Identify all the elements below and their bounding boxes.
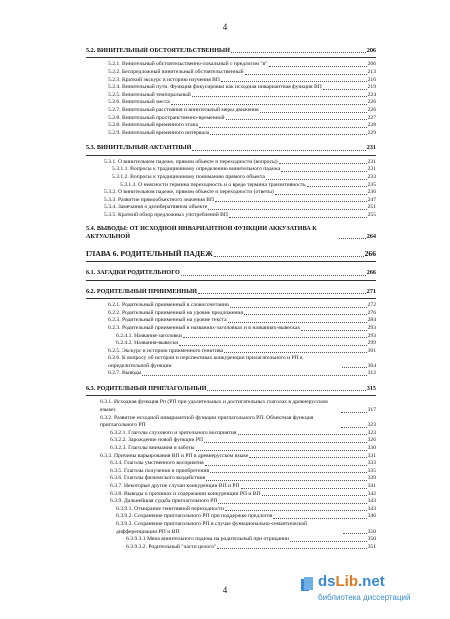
toc-entry-title: 6.2.4.1. Названия-заголовки — [116, 332, 182, 339]
section-divider — [86, 261, 376, 262]
toc-entry-page: 293 — [367, 324, 376, 331]
toc-entry — [86, 122, 376, 130]
section-divider — [86, 280, 376, 281]
toc-entry-title: 6.3. РОДИТЕЛЬНЫЙ ПРИГЛАГОЛЬНЫЙ — [86, 385, 207, 393]
toc-entry-page: 266 — [366, 269, 376, 277]
toc-entry-page: 304 — [367, 362, 377, 369]
toc-leader-dots — [228, 322, 367, 323]
toc-entry — [86, 513, 376, 521]
toc-entry-page: 323 — [367, 429, 376, 436]
watermark-brand: dsLib.net — [318, 573, 385, 590]
toc-entry-title: 5.2.1. Винительный обстоятельственно-локальный с предлогом "в" — [108, 61, 268, 68]
toc-entry-title: 6.2. РОДИТЕЛЬНЫЙ ПРИИМЕННЫЙ — [86, 287, 197, 295]
toc-entry — [86, 340, 376, 348]
toc-entry-page: 247 — [367, 196, 376, 203]
toc-leader-dots — [275, 194, 367, 195]
toc-entry-title: 5.2.4. Винительный пути. Функция фокусировки как исходная инвариантная функция ВП — [108, 84, 322, 91]
toc-entry-page: 351 — [367, 543, 376, 550]
toc-entry — [86, 107, 376, 115]
toc-leader-dots — [192, 150, 365, 151]
toc-entry-page: 342 — [367, 490, 376, 497]
toc-entry — [86, 225, 376, 242]
toc-leader-dots — [206, 480, 366, 481]
toc-leader-dots — [208, 209, 366, 210]
toc-entry-title: 5.2.6. Винительный места — [108, 99, 170, 106]
toc-entry-page: 216 — [367, 76, 376, 83]
toc-entry-page: 224 — [367, 91, 376, 98]
toc-leader-dots — [266, 179, 367, 180]
toc-entry — [86, 310, 376, 318]
toc-entry — [86, 189, 376, 197]
toc-entry — [86, 144, 376, 152]
toc-entry — [86, 61, 376, 69]
toc-leader-dots — [198, 293, 366, 294]
toc-entry — [86, 92, 376, 100]
toc-entry — [86, 288, 376, 296]
toc-entry-page: 219 — [367, 84, 376, 91]
toc-entry-page: 335 — [367, 467, 376, 474]
toc-leader-dots — [279, 163, 367, 164]
toc-entry-title: 5.3.1. О винительном падеже, прямом объекте и переходности (вопросы) — [104, 158, 278, 165]
toc-leader-dots — [215, 201, 367, 202]
toc-entry-page: 346 — [367, 513, 376, 520]
toc-entry-page: 293 — [367, 332, 376, 339]
toc-leader-dots — [218, 503, 366, 504]
toc-entry-page: 326 — [367, 437, 376, 444]
toc-entry-page: 343 — [367, 505, 376, 512]
toc-entry-title: 6.2.3. Родительный приименный в названиях-заголовках и в названиях-вывесках — [108, 324, 301, 331]
toc-leader-dots — [210, 134, 366, 135]
toc-entry-title: 6.3.9.3.2. Родительный "части целого" — [126, 543, 217, 550]
toc-entry — [86, 69, 376, 77]
toc-leader-dots — [181, 275, 366, 276]
toc-entry-page: 350 — [367, 528, 376, 535]
top-page-number: 4 — [222, 22, 228, 32]
toc-entry-title: 6.3.8. Выводы о причинах и содержании конкуренции РП и ВП — [110, 490, 261, 497]
toc-entry-page: 284 — [367, 317, 376, 324]
toc-entry — [86, 197, 376, 205]
toc-entry-title: 6.3.9.3.1 Мена винительного падежа на родительный при отрицании — [126, 536, 290, 543]
toc-entry-title: 5.3.3. Развитие прямообъектного значения ВП — [104, 196, 215, 203]
toc-leader-dots — [273, 518, 366, 519]
toc-leader-dots — [225, 510, 367, 511]
toc-leader-dots — [341, 427, 366, 428]
toc-entry-title: 5.2.2. Беспредложный винительный обстоятельственный — [108, 69, 244, 75]
toc-entry-title: 5.4. ВЫВОДЫ: ОТ ИСХОДНОЙ ИНВАРИАНТНОЙ ФУНКЦИИ АККУЗАТИВА К АКТУАЛЬНОЙ — [86, 224, 317, 240]
dslib-logo-icon — [300, 577, 314, 593]
toc-entry-title: 5.2.9. Винительный временного интервала — [108, 129, 210, 136]
toc-entry — [86, 115, 376, 123]
toc-entry — [86, 415, 376, 430]
toc-leader-dots — [205, 465, 367, 466]
toc-leader-dots — [249, 457, 366, 458]
toc-leader-dots — [260, 112, 367, 113]
toc-leader-dots — [196, 450, 367, 451]
toc-entry-page: 350 — [367, 536, 376, 543]
toc-leader-dots — [342, 367, 366, 368]
toc-entry-page: 231 — [367, 158, 376, 165]
toc-entry-title: 6.2.6. К вопросу об истории и перспективах конкуренции прилагательного и РП в определительной функции — [108, 355, 303, 369]
toc-leader-dots — [241, 488, 367, 489]
toc-entry-page: 226 — [367, 106, 376, 113]
toc-entry-page: 264 — [366, 232, 376, 240]
toc-leader-dots — [221, 81, 367, 82]
toc-entry-page: 233 — [367, 173, 376, 180]
toc-entry-page: 341 — [367, 483, 376, 489]
toc-entry — [86, 269, 376, 277]
toc-entry-title: 6.3.9.1. Отмирание генитивной переходности — [116, 505, 224, 512]
toc-entry-title: 5.2.5. Винительный темпоральный — [108, 91, 191, 98]
toc-entry-title: 6.3.6. Глаголы физического воздействия — [110, 475, 206, 482]
toc-entry — [86, 506, 376, 514]
toc-entry-title: 5.2.3. Краткий экскурс в историю изучения ВП — [108, 76, 220, 83]
bottom-page-number: 4 — [222, 585, 228, 595]
toc-entry-title: 6.3.7. Некоторые другие случаи конкуренции ВП и РП — [110, 483, 240, 489]
toc-entry — [86, 445, 376, 453]
dslib-watermark — [318, 571, 436, 607]
toc-entry-page: 231 — [367, 166, 376, 173]
toc-leader-dots — [231, 52, 366, 53]
toc-entry-page: 266 — [364, 249, 376, 259]
toc-entry — [86, 544, 376, 552]
toc-entry-page: 339 — [367, 475, 376, 482]
toc-entry — [86, 491, 376, 499]
toc-entry-title: 6.3.2.3. Глаголы внимания и заботы — [110, 445, 195, 452]
section-divider — [86, 298, 376, 299]
toc-entry — [86, 159, 376, 167]
toc-entry — [86, 521, 376, 536]
toc-entry-title: 5.3.2. О винительном падеже, прямом объекте и переходности (ответы) — [104, 189, 274, 196]
toc-entry-title: 6.3.5. Глаголы получения и приобретения — [110, 467, 210, 474]
toc-leader-dots — [341, 412, 366, 413]
toc-entry-title: 6.2.7. Выводы — [108, 370, 142, 377]
toc-entry-page: 206 — [366, 47, 376, 54]
toc-entry — [86, 130, 376, 138]
toc-entry — [86, 483, 376, 491]
toc-entry-title: 6.3.9.3. Сохранение приглагольного РП в случае функционально-семантической дифференциации РП и ВП — [116, 520, 308, 535]
toc-entry — [86, 437, 376, 445]
toc-entry-title: 6.3.2. Развитие исходной инвариантной функции приглагольного РП. Объектная функция приглагольного РП — [100, 414, 314, 429]
toc-entry-title: 6.3.1. Исходная функция Рп (РП при удалительных и достигательных глаголах в древнерусском языке) — [100, 399, 328, 414]
toc-entry-page: 323 — [367, 422, 376, 429]
toc-entry — [86, 333, 376, 341]
toc-entry-page: 255 — [367, 211, 376, 218]
toc-entry-title: 6.3.9.2. Сохранение приглагольного РП при поддержке предлогов — [116, 513, 273, 520]
toc-entry — [86, 77, 376, 85]
toc-entry-title: 5.3. ВИНИТЕЛЬНЫЙ АКТАНТНЫЙ — [86, 144, 192, 152]
toc-entry — [86, 460, 376, 468]
toc-entry-page: 227 — [367, 114, 376, 121]
toc-entry-title: 5.3.5. Краткий обзор предложных употреблений ВП — [104, 211, 228, 218]
toc-leader-dots — [207, 390, 365, 391]
table-of-contents — [86, 42, 376, 551]
toc-entry — [86, 212, 376, 220]
toc-leader-dots — [307, 186, 367, 187]
toc-entry — [86, 317, 376, 325]
section-divider — [86, 395, 376, 396]
toc-leader-dots — [226, 119, 367, 120]
toc-entry-title: 6.3.3. Причины варьирования ВП и РП в древнерусском языке — [100, 452, 249, 459]
toc-entry — [86, 174, 376, 182]
toc-entry-page: 271 — [366, 287, 376, 295]
toc-entry-title: 5.2.8. Винительный временного этапа — [108, 122, 198, 129]
toc-entry — [86, 453, 376, 461]
toc-entry — [86, 536, 376, 544]
toc-leader-dots — [183, 337, 367, 338]
toc-leader-dots — [204, 442, 367, 443]
toc-entry-title: 6.3.9. Дальнейшая судьба приглагольного РП — [110, 498, 218, 505]
toc-leader-dots — [230, 307, 367, 308]
toc-entry — [86, 370, 376, 378]
toc-entry-page: 206 — [367, 61, 376, 68]
toc-leader-dots — [229, 217, 367, 218]
toc-leader-dots — [192, 96, 367, 97]
toc-entry-title: 5.3.4. Замечания о делиберативном объекте — [104, 204, 208, 211]
toc-leader-dots — [171, 104, 367, 105]
toc-entry-title: 5.2.7. Винительный расстояния и винительный меры движения — [108, 106, 259, 113]
toc-leader-dots — [339, 238, 365, 239]
toc-entry-page: 226 — [367, 99, 376, 106]
toc-entry-title: 5.3.1.3. О неясности термина переходность и о вреде термина транзитивность — [120, 181, 306, 188]
toc-entry-page: 330 — [367, 445, 376, 452]
toc-entry-page: 333 — [367, 460, 376, 467]
toc-leader-dots — [244, 314, 367, 315]
toc-entry-page: 236 — [367, 189, 376, 196]
toc-entry-title: 6.2.4.2. Названия-вывески — [116, 340, 179, 347]
toc-leader-dots — [301, 330, 366, 331]
toc-entry-title: 6.3.4. Глаголы умственного восприятия — [110, 460, 204, 467]
toc-entry — [86, 399, 376, 414]
toc-leader-dots — [262, 495, 367, 496]
toc-entry-page: 299 — [367, 340, 376, 347]
toc-entry — [86, 325, 376, 333]
toc-entry-page: 317 — [367, 407, 376, 414]
toc-entry-page: 231 — [366, 144, 376, 152]
toc-entry-page: 343 — [367, 498, 376, 505]
toc-entry-title: 5.3.1.1. Вопросы к традиционному определению винительного падежа — [112, 166, 281, 173]
toc-entry-title: 5.2.8. Винительный пространственно-временной — [108, 114, 225, 121]
section-divider — [86, 57, 376, 58]
toc-entry — [86, 475, 376, 483]
toc-entry-page: 213 — [367, 69, 376, 75]
toc-entry-title: 6.2.3. Родительный приименный на уровне текста — [108, 317, 227, 324]
toc-entry-title: ГЛАВА 6. РОДИТЕЛЬНЫЙ ПАДЕЖ — [86, 249, 213, 259]
toc-leader-dots — [269, 66, 367, 67]
toc-entry-title: 6.2.5. Экскурс в историю приименного генитива — [108, 347, 224, 354]
toc-entry — [86, 166, 376, 174]
toc-entry-title: 6.3.2.1. Глаголы слухового и зрительного восприятия — [110, 429, 237, 436]
section-divider — [86, 155, 376, 156]
watermark-subtitle: библиотека диссертаций — [318, 593, 411, 602]
toc-entry-page: 312 — [367, 370, 376, 377]
toc-entry-page: 229 — [367, 129, 376, 136]
toc-leader-dots — [238, 434, 367, 435]
toc-leader-dots — [290, 541, 367, 542]
toc-entry — [86, 84, 376, 92]
toc-leader-dots — [179, 345, 366, 346]
toc-entry — [86, 348, 376, 356]
toc-entry — [86, 302, 376, 310]
toc-entry-page: 331 — [367, 452, 376, 459]
toc-entry — [86, 248, 376, 259]
toc-entry-title: 6.3.2.2. Зарождение новой функции РП — [110, 437, 204, 444]
toc-entry-title: 6.1. ЗАГАДКИ РОДИТЕЛЬНОГО — [86, 269, 180, 277]
toc-entry-page: 251 — [367, 204, 376, 211]
toc-entry-title: 6.2.2. Родительный приименный на уровне предложения — [108, 309, 243, 316]
toc-entry — [86, 430, 376, 438]
toc-entry-page: 272 — [367, 302, 376, 309]
toc-leader-dots — [142, 375, 366, 376]
toc-entry-page: 315 — [366, 385, 376, 393]
toc-entry — [86, 355, 376, 370]
toc-entry — [86, 182, 376, 190]
toc-entry-page: 276 — [367, 309, 376, 316]
toc-entry — [86, 204, 376, 212]
toc-leader-dots — [281, 171, 366, 172]
toc-leader-dots — [245, 74, 367, 75]
toc-entry — [86, 47, 376, 55]
toc-entry-title: 6.2.1. Родительный приименный в словосочетании — [108, 302, 229, 309]
toc-leader-dots — [210, 472, 367, 473]
toc-entry — [86, 385, 376, 393]
toc-entry-page: 301 — [367, 347, 376, 354]
toc-entry-title: 5.2. ВИНИТЕЛЬНЫЙ ОБСТОЯТЕЛЬСТВЕННЫЙ — [86, 47, 230, 54]
toc-entry — [86, 468, 376, 476]
toc-entry-page: 235 — [367, 181, 376, 188]
toc-entry-page: 228 — [367, 122, 376, 129]
toc-entry — [86, 498, 376, 506]
toc-leader-dots — [343, 533, 366, 534]
toc-entry — [86, 99, 376, 107]
toc-entry-title: 5.3.1.2. Вопросы к традиционному пониманию прямого объекта — [112, 173, 265, 180]
toc-leader-dots — [199, 127, 367, 128]
toc-leader-dots — [323, 89, 367, 90]
toc-leader-dots — [224, 352, 367, 353]
toc-leader-dots — [214, 256, 364, 257]
toc-leader-dots — [217, 548, 366, 549]
